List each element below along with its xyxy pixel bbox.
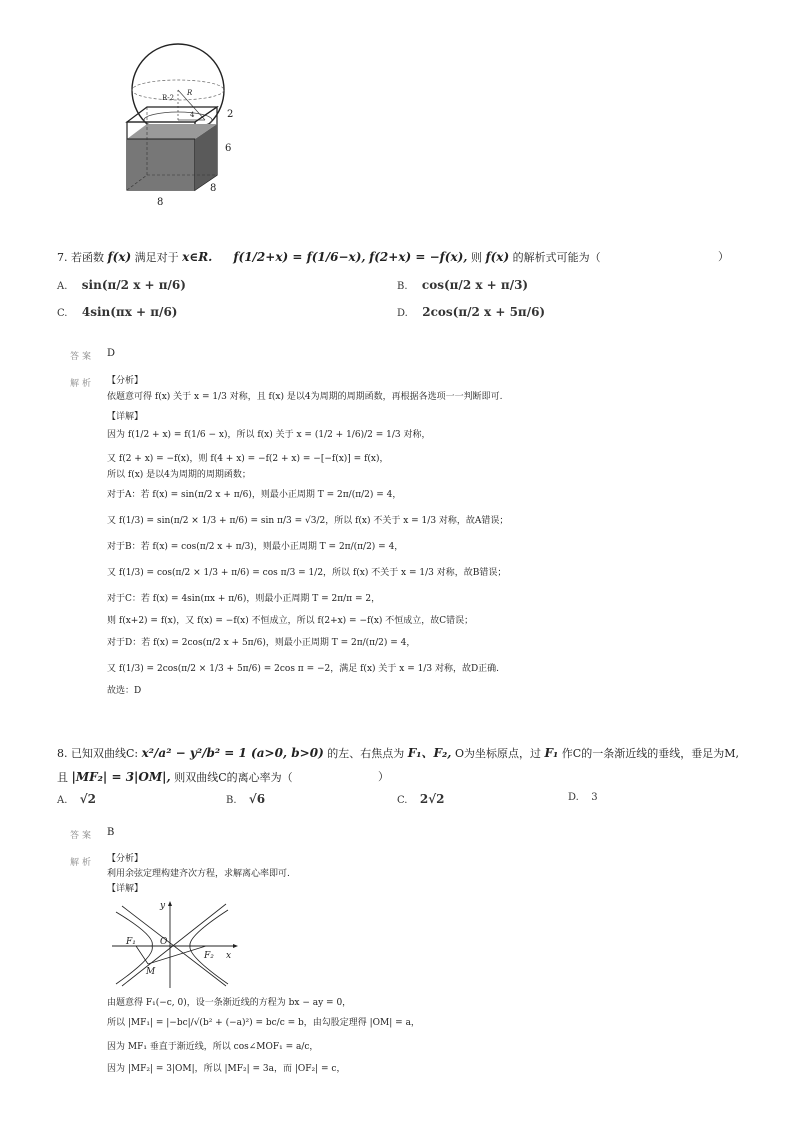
q7-analysis-line-4: 又 f(2 + x) = −f(x)，则 f(4 + x) = −f(2 + x) = −[−f(x)] = f(x)， xyxy=(107,454,389,464)
hyperbola-label-m: M xyxy=(146,967,156,977)
q8-option-c-label: C. xyxy=(397,795,408,806)
q7-option-d-expr: 2cos(π/2 x + 5π/6) xyxy=(422,305,546,319)
q8-analysis-label: 解析 xyxy=(70,858,95,868)
q8-number: 8. xyxy=(57,747,68,760)
q7-option-b-expr: cos(π/2 x + π/3) xyxy=(421,278,529,292)
q7-stem-c: 则 xyxy=(470,251,482,264)
q7-analysis-line-9: 又 f(1/3) = cos(π/2 × 1/3 + π/6) = cos π/3 = 1/2，所以 f(x) 不关于 x = 1/3 对称，故B错误； xyxy=(107,568,507,578)
hyperbola-label-o: O xyxy=(160,937,168,947)
q7-analysis-line-13: 又 f(1/3) = 2cos(π/2 × 1/3 + 5π/6) = 2cos π = −2，满足 f(x) 关于 x = 1/3 对称，故D正确. xyxy=(107,664,500,674)
q8-after-line-0: 由题意得 F₁(−c, 0)，设一条渐近线的方程为 bx − ay = 0， xyxy=(107,998,352,1008)
q8-stem-close: ） xyxy=(378,770,389,783)
q7-option-a[interactable] xyxy=(57,278,186,292)
label-two: 2 xyxy=(227,109,234,120)
q8-after-line-2: 因为 MF₁ 垂直于渐近线，所以 cos∠MOF₁ = a/c， xyxy=(107,1042,319,1052)
label-r-minus-2: R-2 xyxy=(162,94,175,102)
q8-after xyxy=(107,997,747,1077)
q8-stem-d: 作C的一条渐近线的垂线，垂足为M, xyxy=(561,747,739,760)
q7-analysis xyxy=(107,375,747,701)
hyperbola-label-y: y xyxy=(160,901,166,911)
q8-option-d-expr: 3 xyxy=(591,792,598,803)
q7-stem-fx: f(x) xyxy=(107,250,132,264)
q7-analysis-line-7: 又 f(1/3) = sin(π/2 × 1/3 + π/6) = sin π/3 = √3/2，所以 f(x) 不关于 x = 1/3 对称，故A错误； xyxy=(107,516,509,526)
q7-option-c-expr: 4sin(πx + π/6) xyxy=(81,305,178,319)
q8-stem-a: 已知双曲线C: xyxy=(71,747,139,760)
label-four: 4 xyxy=(190,111,195,119)
q8-option-d-label: D. xyxy=(568,792,579,803)
q8-stem-line2-b: 则双曲线C的离心率为（ xyxy=(174,771,293,784)
label-eight-front: 8 xyxy=(157,197,164,208)
q7-answer: D xyxy=(107,348,116,359)
q8-stem-f: F₁、F₂, xyxy=(407,746,452,760)
q7-stem-a: 若函数 xyxy=(71,251,104,264)
sphere-on-box-figure xyxy=(115,35,255,210)
q8-analysis xyxy=(107,853,747,898)
q7-stem-eq1: f(1/2+x) = f(1/6−x), xyxy=(233,250,366,264)
q7-stem-d: 的解析式可能为（ xyxy=(512,251,601,264)
q8-stem-b: 的左、右焦点为 xyxy=(327,747,405,760)
q7-option-d-label: D. xyxy=(397,308,408,319)
label-eight-side: 8 xyxy=(210,183,217,194)
label-six: 6 xyxy=(225,143,232,154)
q8-stem-line2-a: 且 xyxy=(57,771,68,784)
q7-analysis-line-8: 对于B：若 f(x) = cos(π/2 x + π/3)，则最小正周期 T = 2π/(π/2) = 4， xyxy=(107,542,404,552)
q7-stem-fx2: f(x) xyxy=(485,250,510,264)
q8-answer-label: 答案 xyxy=(70,831,95,841)
q8-after-line-3: 因为 |MF₂| = 3|OM|，所以 |MF₂| = 3a，而 |OF₂| = c， xyxy=(107,1064,346,1074)
q8-answer: B xyxy=(107,827,115,838)
q8-stem-line2-eq: |MF₂| = 3|OM|, xyxy=(71,770,171,784)
q7-analysis-line-3: 因为 f(1/2 + x) = f(1/6 − x)，所以 f(x) 关于 x = (1/2 + 1/6)/2 = 1/3 对称， xyxy=(107,430,431,440)
q8-option-a[interactable] xyxy=(57,792,96,806)
hyperbola-label-x: x xyxy=(226,951,232,961)
q8-option-b[interactable] xyxy=(226,792,265,806)
q7-analysis-line-14: 故选：D xyxy=(107,686,142,696)
q7-analysis-line-1: 依题意可得 f(x) 关于 x = 1/3 对称，且 f(x) 是以4为周期的周期函数，再根据各选项一一判断即可. xyxy=(107,392,503,402)
q7-option-a-expr: sin(π/2 x + π/6) xyxy=(81,278,186,292)
q7-analysis-line-2: 【详解】 xyxy=(107,412,144,422)
q7-stem-close: ） xyxy=(718,250,729,263)
q7-option-c-label: C. xyxy=(57,308,68,319)
q8-option-a-expr: √2 xyxy=(79,792,97,806)
q8-option-c[interactable] xyxy=(397,792,444,806)
q7-analysis-line-12: 对于D：若 f(x) = 2cos(π/2 x + 5π/6)，则最小正周期 T = 2π/(π/2) = 4， xyxy=(107,638,416,648)
label-r: R xyxy=(187,89,193,97)
q8-analysis-line-2: 【详解】 xyxy=(107,884,144,894)
q7-answer-label: 答案 xyxy=(70,352,95,362)
q7-option-c[interactable] xyxy=(57,305,177,319)
q7-analysis-line-11: 则 f(x+2) = f(x)，又 f(x) = −f(x) 不恒成立，所以 f(2+x) = −f(x) 不恒成立，故C错误； xyxy=(107,616,474,626)
hyperbola-figure xyxy=(108,898,243,990)
q8-stem-eq: x²/a² − y²/b² = 1 (a>0, b>0) xyxy=(141,746,324,760)
q7-option-a-label: A. xyxy=(57,281,68,292)
q7-stem xyxy=(57,250,601,265)
q7-option-d[interactable] xyxy=(397,305,545,319)
q8-option-b-expr: √6 xyxy=(248,792,266,806)
q8-stem-line2 xyxy=(57,770,293,785)
q7-option-b[interactable] xyxy=(397,278,528,292)
q8-stem-f1: F₁ xyxy=(544,746,559,760)
q8-analysis-line-1: 利用余弦定理构建齐次方程，求解离心率即可. xyxy=(107,869,290,879)
q7-analysis-line-10: 对于C：若 f(x) = 4sin(πx + π/6)，则最小正周期 T = 2π/π = 2， xyxy=(107,594,381,604)
q8-option-d[interactable] xyxy=(568,792,598,803)
q7-stem-b: 满足对于 xyxy=(134,251,179,264)
q8-stem-c: O为坐标原点，过 xyxy=(454,747,542,760)
q8-option-b-label: B. xyxy=(226,795,237,806)
q8-after-line-1: 所以 |MF₁| = |−bc|/√(b² + (−a)²) = bc/c = b，由勾股定理得 |OM| = a， xyxy=(107,1018,420,1028)
q7-stem-cond: x∈R. xyxy=(182,250,213,264)
q7-stem-eq2: f(2+x) = −f(x), xyxy=(369,250,468,264)
hyperbola-label-f2: F₂ xyxy=(204,951,214,961)
q7-analysis-label: 解析 xyxy=(70,379,95,389)
q7-number: 7. xyxy=(57,251,68,264)
q8-option-a-label: A. xyxy=(57,795,68,806)
hyperbola-label-f1: F₁ xyxy=(126,937,136,947)
q8-stem-line1 xyxy=(57,746,739,761)
q7-analysis-line-5: 所以 f(x) 是以4为周期的周期函数； xyxy=(107,470,251,480)
q7-analysis-line-6: 对于A：若 f(x) = sin(π/2 x + π/6)，则最小正周期 T = 2π/(π/2) = 4， xyxy=(107,490,402,500)
q7-option-b-label: B. xyxy=(397,281,408,292)
q8-analysis-line-0: 【分析】 xyxy=(107,854,144,864)
q8-option-c-expr: 2√2 xyxy=(419,792,445,806)
q7-analysis-line-0: 【分析】 xyxy=(107,376,144,386)
